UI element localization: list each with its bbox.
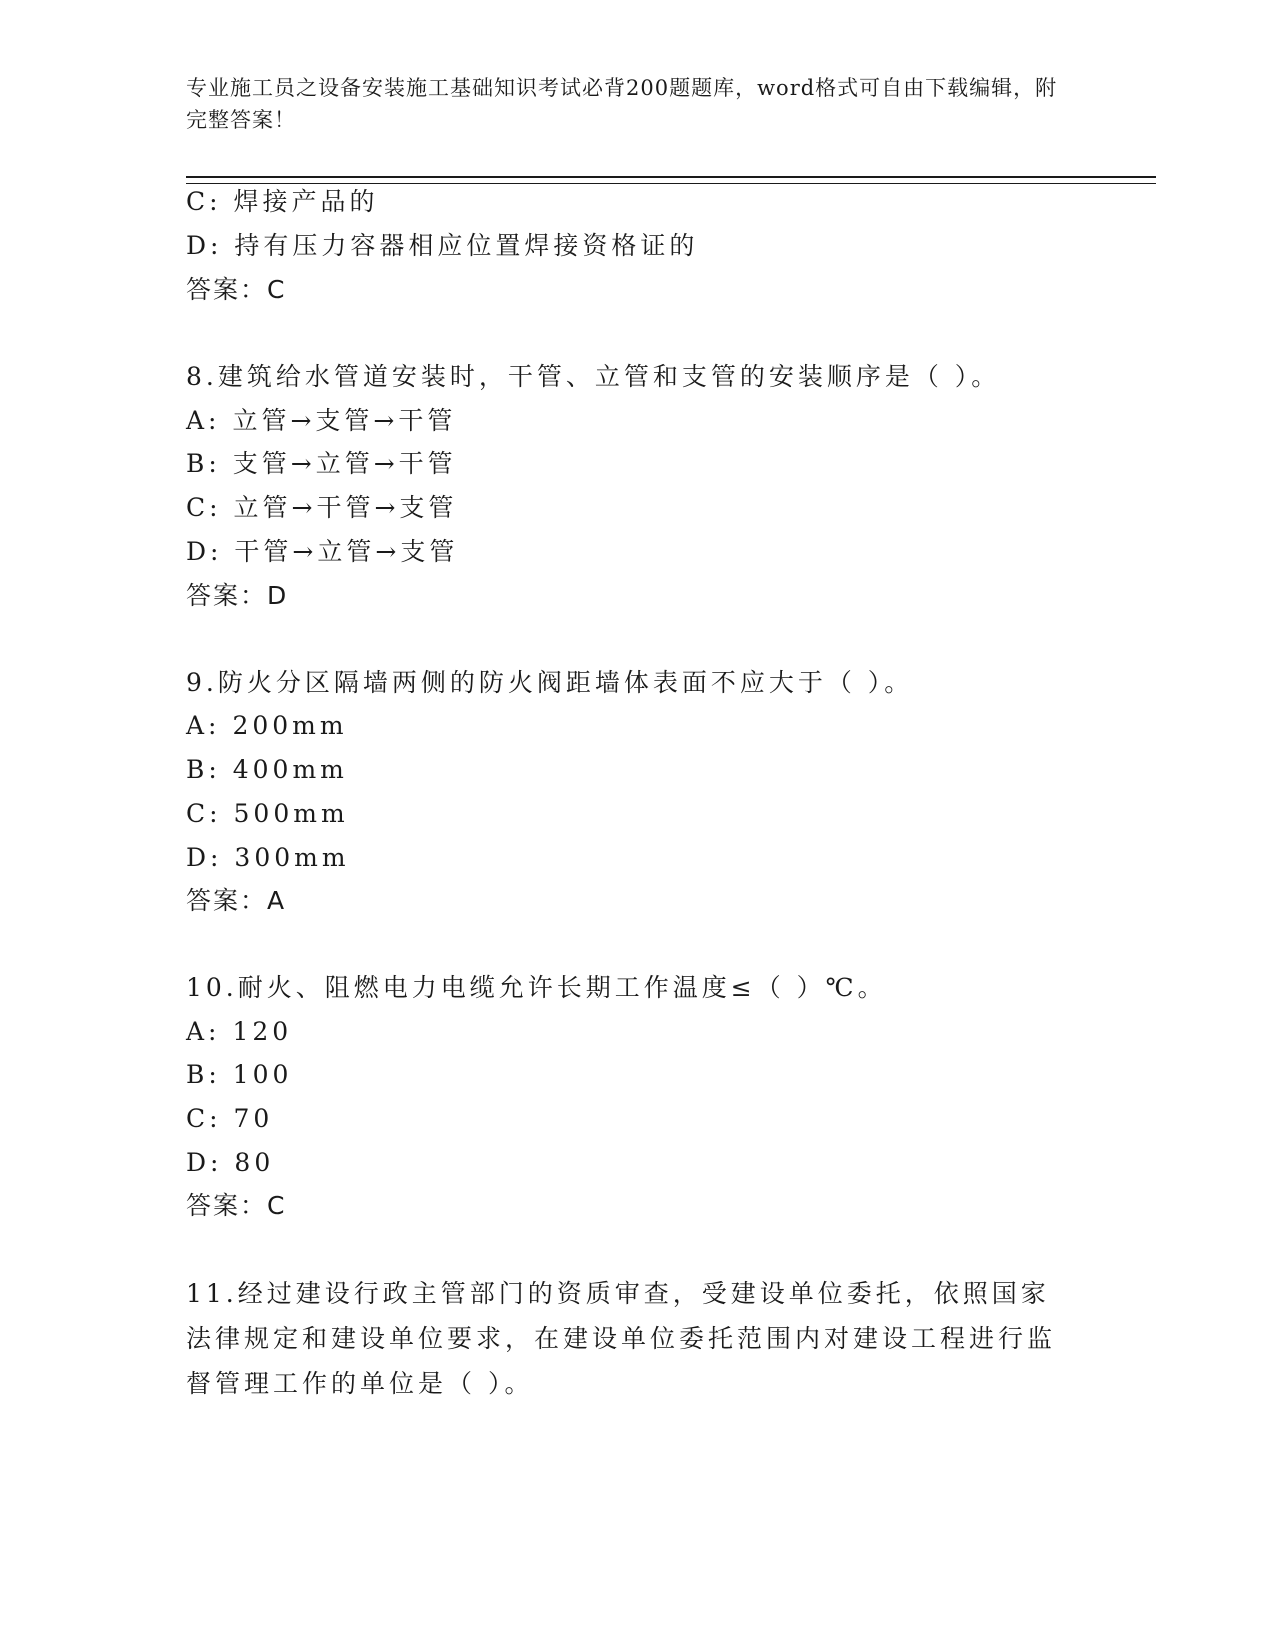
- option-label: B:: [186, 449, 221, 478]
- question-stem: 11.经过建设行政主管部门的资质审查，受建设单位委托，依照国家法律规定和建设单位要求，在建设单位委托范围内对建设工程进行监督管理工作的单位是（ ）。: [186, 1279, 1057, 1398]
- option-label: A:: [186, 1017, 221, 1046]
- answer-line: 答案：A: [186, 886, 287, 915]
- answer-line: 答案：C: [186, 1191, 287, 1220]
- option-text: 支管→立管→干管: [232, 449, 457, 478]
- option-label: D:: [186, 843, 223, 872]
- option-d: [186, 842, 350, 874]
- option-text: 500mm: [233, 799, 349, 828]
- option-text: 立管→支管→干管: [232, 406, 457, 435]
- answer-line: 答案：D: [186, 581, 289, 610]
- option-c: [186, 1103, 273, 1135]
- option-a: [186, 710, 348, 742]
- option-c: [186, 492, 457, 524]
- option-c: [186, 186, 379, 218]
- answer-line: 答案：C: [186, 275, 287, 304]
- option-text: 200mm: [232, 711, 348, 740]
- question-stem: 9.防火分区隔墙两侧的防火阀距墙体表面不应大于（ ）。: [186, 668, 914, 697]
- option-label: A:: [186, 711, 221, 740]
- option-label: B:: [186, 755, 221, 784]
- option-text: 100: [232, 1060, 293, 1089]
- option-text: 300mm: [234, 843, 350, 872]
- option-label: D:: [186, 231, 223, 260]
- option-text: 80: [234, 1148, 275, 1177]
- question-stem: 8.建筑给水管道安装时，干管、立管和支管的安装顺序是（ ）。: [186, 362, 1001, 391]
- option-label: B:: [186, 1060, 221, 1089]
- option-label: C:: [186, 1104, 222, 1133]
- option-d: [186, 536, 458, 568]
- option-label: D:: [186, 537, 223, 566]
- option-c: [186, 798, 349, 830]
- option-text: 干管→立管→支管: [234, 537, 459, 566]
- option-d: [186, 230, 698, 262]
- option-a: [186, 1016, 292, 1048]
- header-divider-thin: [186, 183, 1156, 184]
- option-label: C:: [186, 493, 222, 522]
- option-text: 持有压力容器相应位置焊接资格证的: [234, 231, 699, 260]
- option-text: 70: [233, 1104, 274, 1133]
- option-b: [186, 754, 348, 786]
- option-label: C:: [186, 799, 222, 828]
- question-stem: 10.耐火、阻燃电力电缆允许长期工作温度≤（ ）℃。: [186, 973, 887, 1002]
- option-text: 立管→干管→支管: [233, 493, 458, 522]
- option-text: 焊接产品的: [233, 187, 379, 216]
- option-b: [186, 1059, 292, 1091]
- option-d: [186, 1147, 274, 1179]
- option-label: C:: [186, 187, 222, 216]
- document-header: 专业施工员之设备安装施工基础知识考试必背200题题库，word格式可自由下载编辑，附完整答案！: [186, 76, 1058, 132]
- header-divider-thick: [186, 176, 1156, 178]
- option-a: [186, 405, 456, 437]
- option-text: 400mm: [232, 755, 348, 784]
- option-label: D:: [186, 1148, 223, 1177]
- option-label: A:: [186, 406, 221, 435]
- option-text: 120: [232, 1017, 293, 1046]
- option-b: [186, 448, 457, 480]
